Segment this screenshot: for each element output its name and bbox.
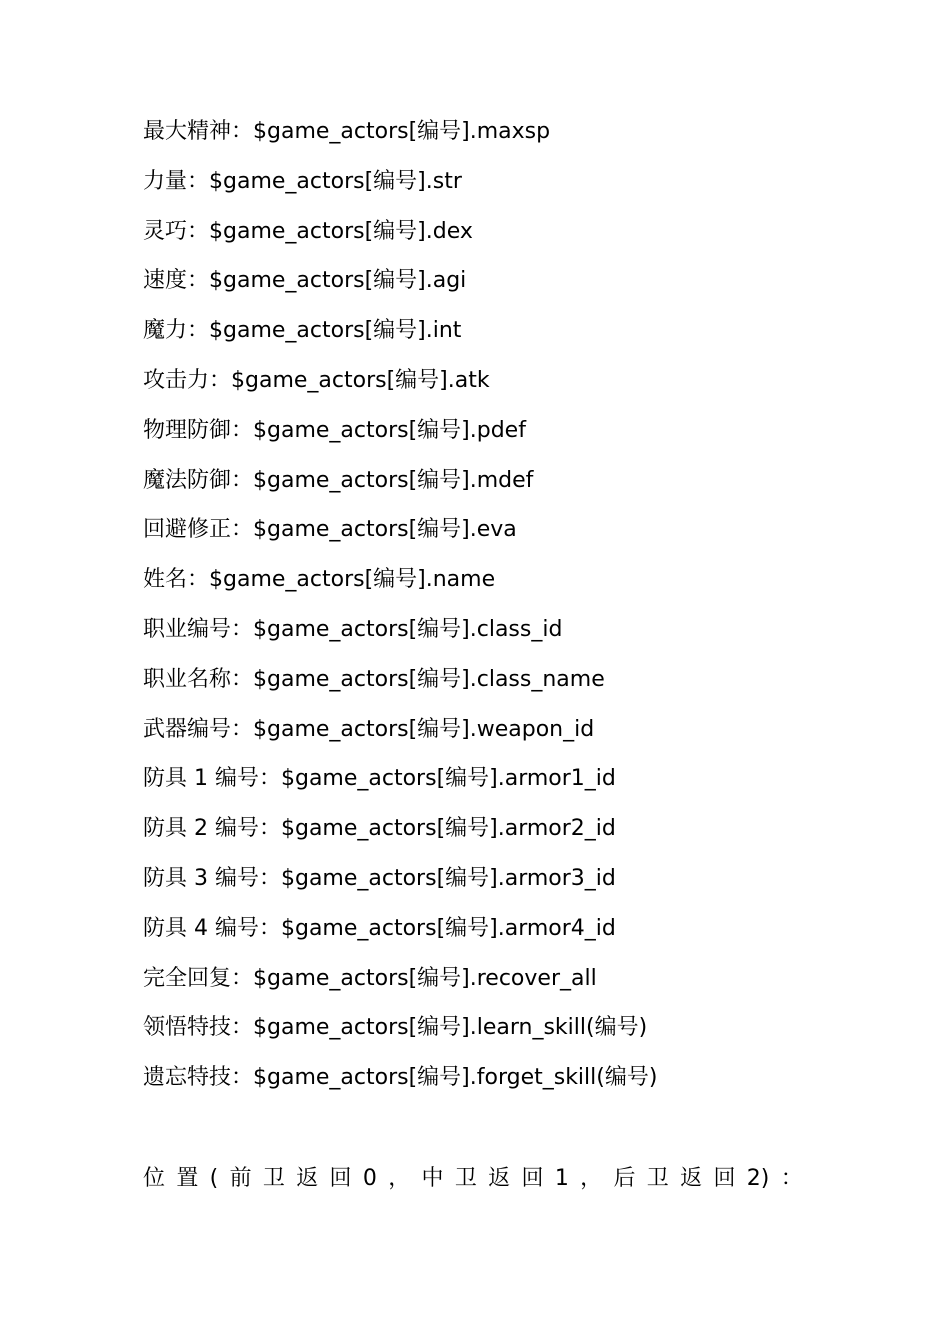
list-item: 攻击力：$game_actors[编号].atk: [143, 367, 490, 393]
position-line-char: 后: [613, 1166, 636, 1191]
list-item: 完全回复：$game_actors[编号].recover_all: [143, 965, 597, 991]
list-item: 遗忘特技：$game_actors[编号].forget_skill(编号): [143, 1065, 658, 1091]
list-item: 防具 4 编号：$game_actors[编号].armor4_id: [143, 915, 616, 941]
list-item: 职业编号：$game_actors[编号].class_id: [143, 616, 563, 642]
position-line-char: 回: [713, 1166, 736, 1191]
position-line: [143, 1160, 803, 1198]
position-line-char: 前: [229, 1166, 252, 1191]
list-item: 回避修正：$game_actors[编号].eva: [143, 517, 517, 543]
position-line-char: 0: [362, 1166, 377, 1191]
position-line-char: 卫: [646, 1166, 669, 1191]
list-item: 魔力：$game_actors[编号].int: [143, 318, 462, 344]
position-line-char: 中: [421, 1166, 444, 1191]
list-item: 魔法防御：$game_actors[编号].mdef: [143, 467, 534, 493]
list-item: 灵巧：$game_actors[编号].dex: [143, 218, 473, 244]
position-line-char: ，: [388, 1166, 411, 1191]
list-item: 速度：$game_actors[编号].agi: [143, 268, 467, 294]
position-line-char: 返: [296, 1166, 319, 1191]
list-item: 防具 1 编号：$game_actors[编号].armor1_id: [143, 766, 616, 792]
list-item: 物理防御：$game_actors[编号].pdef: [143, 417, 526, 443]
position-line-char: 2): [746, 1166, 770, 1191]
position-line-char: 返: [680, 1166, 703, 1191]
list-item: 力量：$game_actors[编号].str: [143, 168, 462, 194]
list-item: 防具 3 编号：$game_actors[编号].armor3_id: [143, 865, 616, 891]
position-line-char: ：: [780, 1166, 803, 1191]
position-line-char: 1: [554, 1166, 569, 1191]
position-line-char: 置: [176, 1166, 199, 1191]
position-line-char: ，: [580, 1166, 603, 1191]
position-line-char: 返: [488, 1166, 511, 1191]
position-line-char: 回: [329, 1166, 352, 1191]
list-item: 最大精神：$game_actors[编号].maxsp: [143, 119, 551, 144]
position-line-char: (: [209, 1166, 219, 1191]
position-line-char: 卫: [262, 1166, 285, 1191]
list-item: 姓名：$game_actors[编号].name: [143, 567, 496, 593]
position-line-char: 位: [143, 1166, 166, 1191]
list-item: 职业名称：$game_actors[编号].class_name: [143, 666, 605, 692]
position-line-char: 回: [521, 1166, 544, 1191]
list-item: 领悟特技：$game_actors[编号].learn_skill(编号): [143, 1015, 648, 1041]
list-item: 武器编号：$game_actors[编号].weapon_id: [143, 716, 595, 742]
list-item: 防具 2 编号：$game_actors[编号].armor2_id: [143, 816, 616, 842]
position-line-char: 卫: [454, 1166, 477, 1191]
property-list: [143, 113, 843, 1109]
